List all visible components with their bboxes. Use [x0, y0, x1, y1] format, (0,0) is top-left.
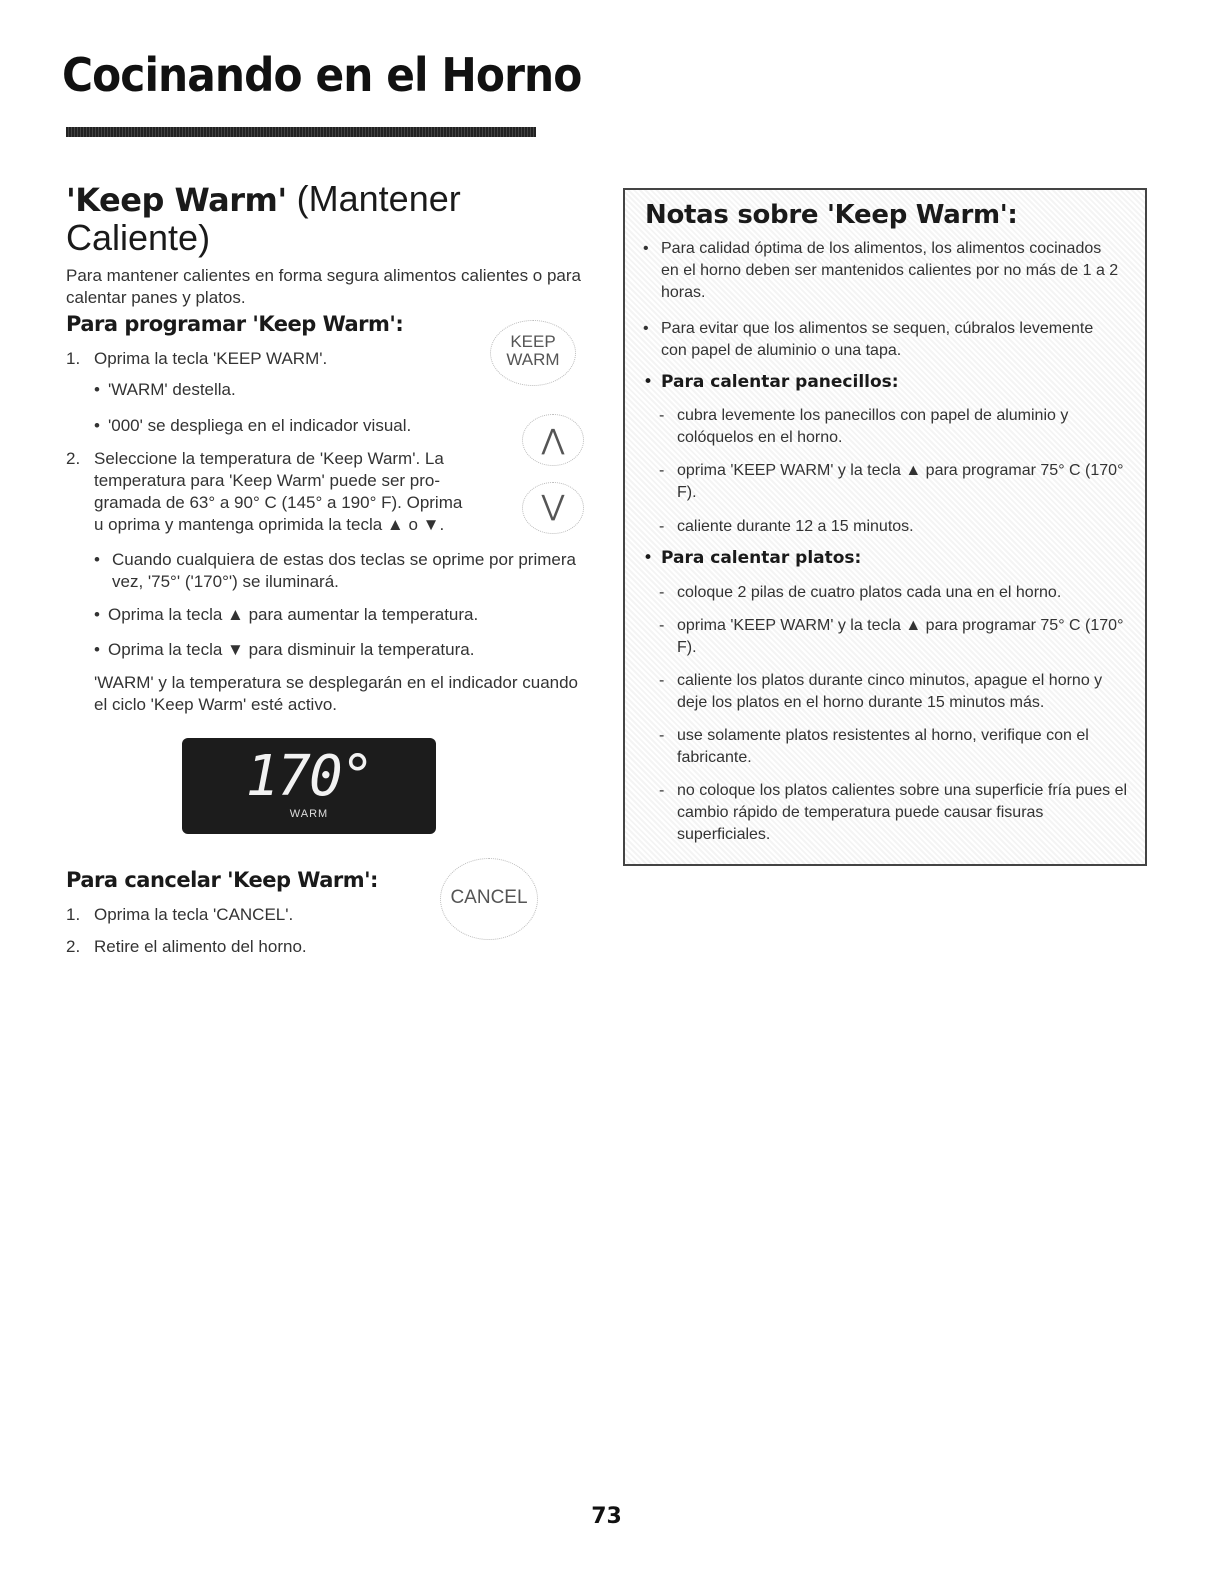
section-title-normal: (Mantener Caliente) [66, 178, 461, 258]
arrow-up-key-icon [522, 414, 584, 466]
cancel-heading: Para cancelar 'Keep Warm': [66, 868, 378, 892]
panecillos-item-text: caliente durante 12 a 15 minutos. [677, 518, 914, 535]
step-number: 2. [66, 937, 81, 956]
panecillos-heading-text: Para calentar panecillos: [661, 372, 899, 392]
step-number: 2. [66, 449, 81, 468]
cancel-step-2 [66, 936, 406, 958]
section-title-bold: 'Keep Warm' [66, 181, 287, 219]
platos-item-text: use solamente platos resistentes al horno, verifique con el fabricante. [677, 727, 1089, 766]
platos-item-1: - coloque 2 pilas de cuatro platos cada una en el horno. [659, 582, 1129, 604]
program-heading: Para programar 'Keep Warm': [66, 312, 404, 336]
keep-warm-section [66, 180, 596, 309]
notes-box [623, 188, 1147, 866]
panecillos-item-1: - cubra levemente los panecillos con papel de aluminio y colóquelos en el horno. [659, 405, 1129, 449]
step-text: Seleccione la temperatura de 'Keep Warm'. La temperatura para 'Keep Warm' puede ser pro-gramada de 63° a 90° C (145° a 190° F). Oprima u oprima y mantenga oprimida la tecla ▲ o ▼. [94, 449, 463, 534]
title-rule [66, 127, 536, 137]
bullet-text: '000' se despliega en el indicador visual. [108, 416, 412, 435]
panecillos-item-3: - caliente durante 12 a 15 minutos. [659, 516, 1129, 538]
keep-warm-key-line-1: KEEP [510, 332, 556, 351]
arrow-down-glyph: ⋁ [541, 490, 565, 521]
program-step-1-bullet-1: • 'WARM' destella. [94, 380, 236, 399]
bullet-text: Cuando cualquiera de estas dos teclas se oprime por primera vez, '75°' ('170°') se iluminará. [112, 550, 576, 591]
program-step-1-bullet-2: • '000' se despliega en el indicador visual. [94, 416, 412, 435]
step-number: 1. [66, 905, 81, 924]
keep-warm-key-icon [490, 320, 576, 386]
platos-item-text: no coloque los platos calientes sobre una superficie fría pues el cambio rápido de temperatura puede causar fisuras superficiales. [677, 782, 1128, 843]
bullet-text: Oprima la tecla ▼ para disminuir la temperatura. [108, 640, 475, 659]
section-title [66, 180, 596, 257]
program-step-2 [66, 448, 466, 536]
step-text: Oprima la tecla 'KEEP WARM'. [94, 349, 328, 368]
bullet-text: Oprima la tecla ▲ para aumentar la temperatura. [108, 605, 479, 624]
platos-item-text: caliente los platos durante cinco minutos, apague el horno y deje los platos en el horno durante 15 minutos más. [677, 672, 1103, 711]
platos-item-text: oprima 'KEEP WARM' y la tecla ▲ para programar 75° C (170° F). [677, 617, 1124, 656]
display-temperature: 170° [245, 744, 373, 809]
platos-item-text: coloque 2 pilas de cuatro platos cada una en el horno. [677, 584, 1062, 601]
platos-heading-text: Para calentar platos: [661, 548, 862, 568]
program-step-2-bullet-1: • Cuando cualquiera de estas dos teclas se oprime por primera vez, '75°' ('170°') se iluminará. [94, 549, 584, 593]
platos-heading: • Para calentar platos: [643, 548, 862, 568]
notes-title: Notas sobre 'Keep Warm': [645, 200, 1018, 230]
oven-display [182, 738, 436, 834]
notes-item-text: Para evitar que los alimentos se sequen, cúbralos levemente con papel de aluminio o una tapa. [661, 320, 1094, 359]
page-number: 73 [591, 1504, 622, 1529]
program-step-2-bullet-2: • Oprima la tecla ▲ para aumentar la temperatura. [94, 605, 479, 624]
program-step-1 [66, 348, 466, 370]
keep-warm-key-line-2: WARM [506, 350, 560, 369]
page-title: Cocinando en el Horno [62, 48, 582, 102]
panecillos-item-text: cubra levemente los panecillos con papel de aluminio y colóquelos en el horno. [677, 407, 1069, 446]
platos-item-4: - use solamente platos resistentes al horno, verifique con el fabricante. [659, 725, 1129, 769]
panecillos-item-2: - oprima 'KEEP WARM' y la tecla ▲ para programar 75° C (170° F). [659, 460, 1129, 504]
panecillos-item-text: oprima 'KEEP WARM' y la tecla ▲ para programar 75° C (170° F). [677, 462, 1124, 501]
notes-item-1: • Para calidad óptima de los alimentos, los alimentos cocinados en el horno deben ser mantenidos calientes por no más de 1 a 2 horas. [643, 238, 1123, 304]
notes-item-text: Para calidad óptima de los alimentos, los alimentos cocinados en el horno deben ser mantenidos calientes por no más de 1 a 2 horas. [661, 240, 1119, 301]
arrow-up-glyph: ⋀ [541, 424, 565, 455]
step-text: Retire el alimento del horno. [94, 937, 307, 956]
arrow-down-key-icon [522, 482, 584, 534]
platos-item-2: - oprima 'KEEP WARM' y la tecla ▲ para programar 75° C (170° F). [659, 615, 1129, 659]
cancel-step-1 [66, 904, 406, 926]
notes-item-2: • Para evitar que los alimentos se sequen, cúbralos levemente con papel de aluminio o una tapa. [643, 318, 1123, 362]
program-step-2-bullet-3: • Oprima la tecla ▼ para disminuir la temperatura. [94, 640, 475, 659]
step-text: Oprima la tecla 'CANCEL'. [94, 905, 294, 924]
display-label: WARM [289, 808, 329, 820]
platos-item-3: - caliente los platos durante cinco minutos, apague el horno y deje los platos en el horno durante 15 minutos más. [659, 670, 1129, 714]
panecillos-heading: • Para calentar panecillos: [643, 372, 899, 392]
step-number: 1. [66, 349, 81, 368]
platos-item-5: - no coloque los platos calientes sobre una superficie fría pues el cambio rápido de temperatura puede causar fisuras superficiales. [659, 780, 1129, 846]
program-note: 'WARM' y la temperatura se desplegarán en el indicador cuando el ciclo 'Keep Warm' esté activo. [94, 673, 579, 714]
section-intro: Para mantener calientes en forma segura alimentos calientes o para calentar panes y platos. [66, 266, 582, 307]
bullet-text: 'WARM' destella. [108, 380, 236, 399]
cancel-key-label: CANCEL [450, 887, 528, 908]
cancel-key-icon [440, 858, 538, 940]
